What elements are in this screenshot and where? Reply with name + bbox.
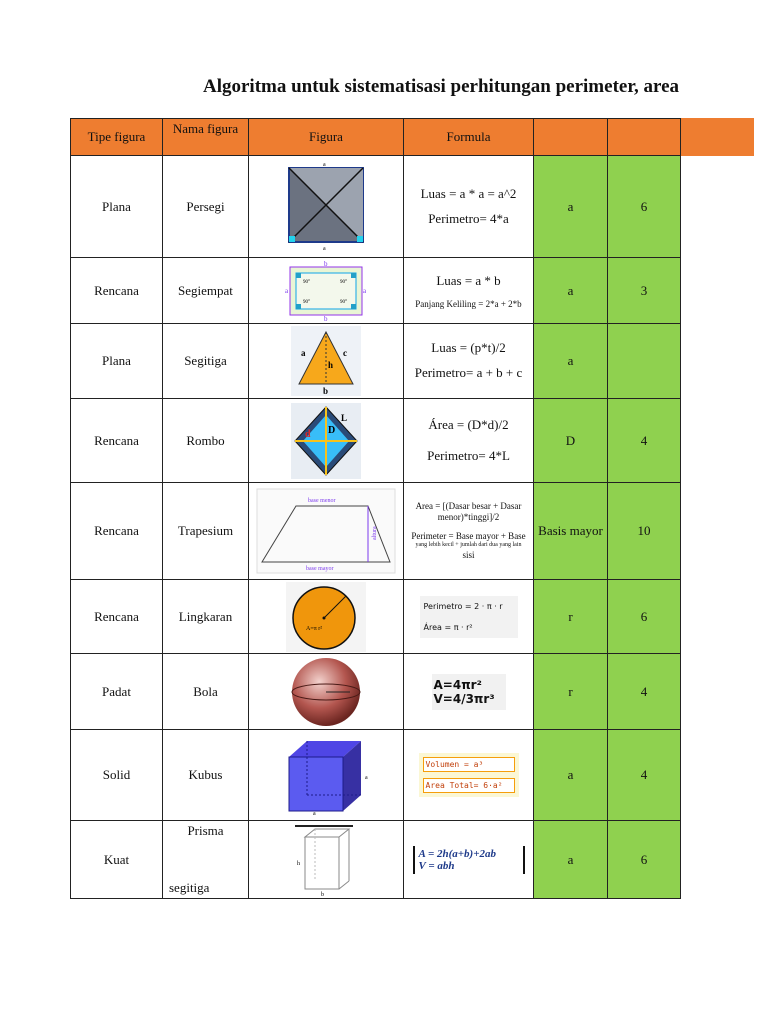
- header-type: Tipe figura: [71, 119, 163, 156]
- svg-text:D: D: [328, 424, 336, 436]
- name-cell: Segitiga: [163, 324, 249, 399]
- value-cell-2: 6: [608, 580, 681, 654]
- value-cell-2: [608, 324, 681, 399]
- type-cell: Solid: [71, 730, 163, 821]
- name-cell: Trapesium: [163, 483, 249, 580]
- figure-cell: [249, 821, 404, 899]
- shapes-table: [70, 118, 681, 899]
- square-figure: [281, 162, 371, 252]
- formula-cell: Perimetro = 2 · π · r Área = π · r²: [404, 580, 534, 654]
- name-cell: Prisma segitiga: [163, 821, 249, 899]
- type-cell: Plana: [71, 156, 163, 258]
- table-row: [71, 399, 681, 483]
- value-cell-1: r: [534, 654, 608, 730]
- figure-cell: [249, 399, 404, 483]
- svg-text:b: b: [323, 386, 329, 396]
- header-formula: Formula: [404, 119, 534, 156]
- svg-text:90°: 90°: [303, 299, 310, 305]
- value-cell-2: 4: [608, 654, 681, 730]
- value-cell-1: r: [534, 580, 608, 654]
- formula-cell: Luas = a * b Panjang Keliling = 2*a + 2*b: [404, 258, 534, 324]
- value-cell-1: Basis mayor: [534, 483, 608, 580]
- svg-text:a: a: [323, 161, 326, 168]
- type-cell: Rencana: [71, 483, 163, 580]
- page-title: Algoritma untuk sistematisasi perhitungan perimeter, area: [203, 76, 680, 97]
- svg-text:a: a: [285, 286, 289, 295]
- header-name: Nama figura: [163, 119, 249, 156]
- figure-cell: [249, 324, 404, 399]
- svg-text:a: a: [365, 775, 368, 781]
- name-cell: Persegi: [163, 156, 249, 258]
- header-col6: [608, 119, 681, 156]
- value-cell-2: 6: [608, 156, 681, 258]
- value-cell-2: 6: [608, 821, 681, 899]
- svg-text:a: a: [363, 286, 367, 295]
- cube-figure: [281, 735, 371, 815]
- header-row: [71, 119, 681, 156]
- header-extension: [680, 118, 754, 156]
- figure-cell: [249, 258, 404, 324]
- name-cell: Kubus: [163, 730, 249, 821]
- type-cell: Plana: [71, 324, 163, 399]
- rhombus-figure: [291, 403, 361, 479]
- formula-cell: Volumen = a³ Area Total= 6·a²: [404, 730, 534, 821]
- trapezoid-figure: [256, 488, 396, 574]
- svg-text:90°: 90°: [340, 279, 347, 285]
- figure-cell: [249, 156, 404, 258]
- value-cell-2: 4: [608, 399, 681, 483]
- formula-cell: A = 2h(a+b)+2ab V = abh: [404, 821, 534, 899]
- triangle-figure: [291, 326, 361, 396]
- value-cell-1: D: [534, 399, 608, 483]
- table-row: [71, 258, 681, 324]
- figure-cell: [249, 580, 404, 654]
- value-cell-1: a: [534, 730, 608, 821]
- svg-text:altura: altura: [372, 526, 378, 540]
- type-cell: Rencana: [71, 258, 163, 324]
- value-cell-1: a: [534, 324, 608, 399]
- name-cell: Lingkaran: [163, 580, 249, 654]
- svg-text:L: L: [341, 412, 348, 423]
- table-row: [71, 654, 681, 730]
- value-cell-1: a: [534, 156, 608, 258]
- svg-text:a: a: [323, 245, 326, 252]
- value-cell-1: a: [534, 258, 608, 324]
- table-row: [71, 483, 681, 580]
- formula-cell: Area = [(Dasar besar + Dasar menor)*tinggi]/2 Perimeter = Base mayor + Base yang lebih kecil + jumlah dari dua yang lain sisi: [404, 483, 534, 580]
- value-cell-2: 10: [608, 483, 681, 580]
- rectangle-figure: [284, 261, 368, 321]
- svg-text:90°: 90°: [340, 299, 347, 305]
- header-col5: [534, 119, 608, 156]
- table-row: [71, 580, 681, 654]
- table-row: [71, 324, 681, 399]
- svg-text:90°: 90°: [303, 279, 310, 285]
- svg-text:b: b: [324, 260, 328, 268]
- svg-text:h: h: [297, 860, 300, 867]
- sphere-figure: [288, 656, 364, 728]
- formula-cell: Luas = a * a = a^2 Perimetro= 4*a: [404, 156, 534, 258]
- svg-text:base menor: base menor: [308, 498, 336, 504]
- name-cell: Rombo: [163, 399, 249, 483]
- table-row: [71, 156, 681, 258]
- svg-text:c: c: [343, 348, 347, 358]
- svg-text:d: d: [305, 428, 311, 440]
- type-cell: Rencana: [71, 399, 163, 483]
- prism-figure: [291, 823, 361, 897]
- value-cell-2: 3: [608, 258, 681, 324]
- type-cell: Padat: [71, 654, 163, 730]
- svg-text:h: h: [328, 360, 334, 370]
- svg-text:base mayor: base mayor: [306, 566, 334, 572]
- circle-figure: [286, 582, 366, 652]
- header-figure: Figura: [249, 119, 404, 156]
- formula-cell: Área = (D*d)/2 Perimetro= 4*L: [404, 399, 534, 483]
- table-row: [71, 730, 681, 821]
- value-cell-1: a: [534, 821, 608, 899]
- svg-text:a: a: [301, 348, 306, 358]
- figure-cell: [249, 730, 404, 821]
- figure-cell: [249, 483, 404, 580]
- name-cell: Bola: [163, 654, 249, 730]
- figure-cell: [249, 654, 404, 730]
- formula-cell: A=4πr² V=4/3πr³: [404, 654, 534, 730]
- type-cell: Rencana: [71, 580, 163, 654]
- type-cell: Kuat: [71, 821, 163, 899]
- svg-text:b: b: [321, 891, 324, 897]
- svg-text:a: a: [313, 811, 316, 815]
- svg-text:A=π r²: A=π r²: [306, 625, 323, 632]
- value-cell-2: 4: [608, 730, 681, 821]
- name-cell: Segiempat: [163, 258, 249, 324]
- table-row: [71, 821, 681, 899]
- svg-text:b: b: [324, 314, 328, 321]
- formula-cell: Luas = (p*t)/2 Perimetro= a + b + c: [404, 324, 534, 399]
